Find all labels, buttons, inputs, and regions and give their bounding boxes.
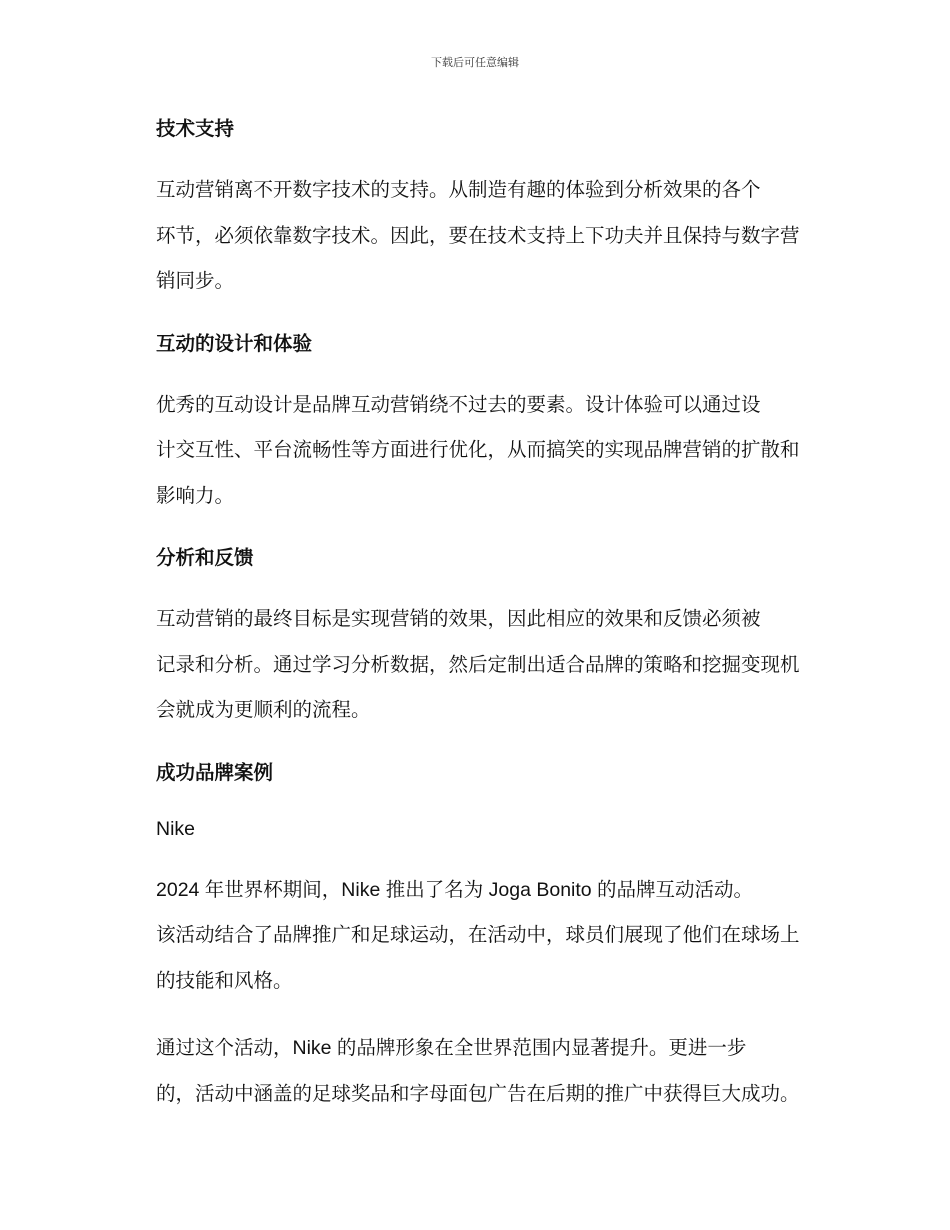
text-line: 的技能和风格。	[156, 969, 293, 992]
document-body	[112, 112, 832, 1127]
heading-brand-cases: 成功品牌案例	[156, 761, 274, 784]
paragraph-tech-support	[112, 168, 832, 305]
text-line: 优秀的互动设计是品牌互动营销绕不过去的要素。设计体验可以通过设	[156, 393, 761, 416]
paragraph-nike-result	[112, 1026, 832, 1117]
paragraph-interaction-design	[112, 383, 832, 520]
paragraph-nike-campaign	[112, 868, 832, 1005]
text-line: 影响力。	[156, 484, 235, 507]
heading-analysis-feedback: 分析和反馈	[156, 547, 254, 569]
text-line: 计交互性、平台流畅性等方面进行优化，从而搞笑的实现品牌营销的扩散和	[156, 439, 800, 461]
text-line: 的，活动中涵盖的足球奖品和字母面包广告在后期的推广中获得巨大成功。	[156, 1082, 800, 1105]
page-header: 下载后可任意编辑	[431, 56, 519, 69]
text-line: 记录和分析。通过学习分析数据，然后定制出适合品牌的策略和挖掘变现机	[156, 653, 800, 676]
heading-interaction-design: 互动的设计和体验	[156, 332, 313, 355]
text-line: 互动营销离不开数字技术的支持。从制造有趣的体验到分析效果的各个	[156, 179, 761, 201]
text-line: 通过这个活动，Nike 的品牌形象在全世界范围内显著提升。更进一步	[156, 1037, 747, 1059]
text-line: 该活动结合了品牌推广和足球运动，在活动中，球员们展现了他们在球场上	[156, 924, 800, 946]
text-line: 销同步。	[156, 270, 235, 292]
heading-tech-support: 技术支持	[156, 118, 235, 140]
text-line: 互动营销的最终目标是实现营销的效果，因此相应的效果和反馈必须被	[156, 608, 761, 630]
text-line: 会就成为更顺利的流程。	[156, 699, 371, 721]
heading-nike: Nike	[156, 817, 196, 840]
text-line: 环节，必须依靠数字技术。因此，要在技术支持上下功夫并且保持与数字营	[156, 224, 800, 247]
text-line: 2024 年世界杯期间，Nike 推出了名为 Joga Bonito 的品牌互动活动。	[156, 878, 754, 901]
paragraph-analysis-feedback	[112, 597, 832, 734]
